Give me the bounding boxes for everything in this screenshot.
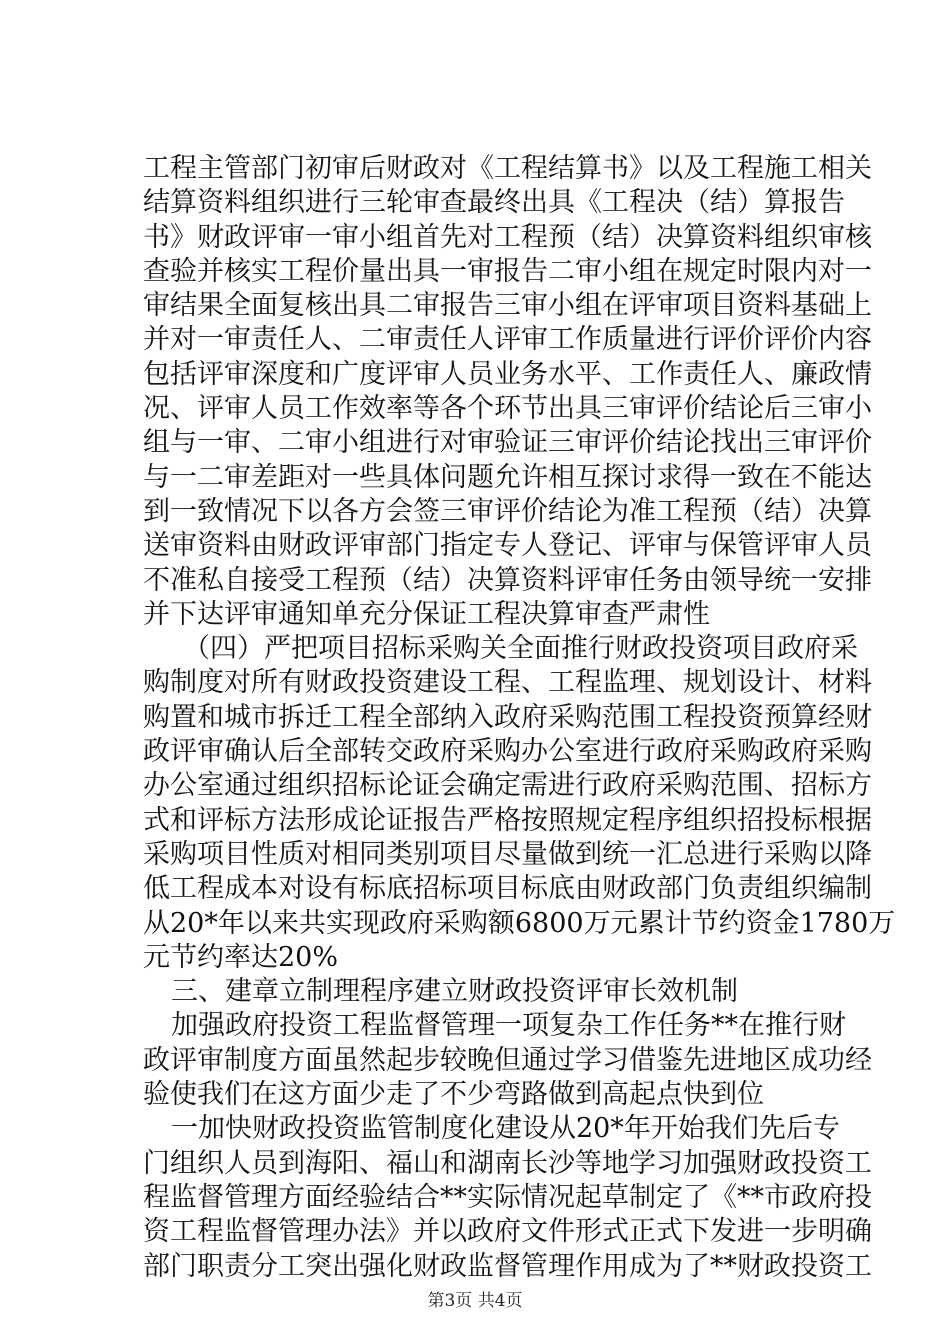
text-line: 元节约率达20% (143, 941, 339, 973)
text-line: 办公室通过组织招标论证会确定需进行政府采购范围、招标方 (143, 770, 872, 802)
text-line: 况、评审人员工作效率等各个环节出具三审评价结论后三审小 (143, 393, 872, 425)
text-line: 验使我们在这方面少走了不少弯路做到高起点快到位 (143, 1079, 764, 1111)
section-heading: 三、建章立制理程序建立财政投资评审长效机制 (171, 976, 738, 1008)
text-line: 加强政府投资工程监督管理一项复杂工作任务**在推行财 (171, 1010, 846, 1042)
text-line: 部门职责分工突出强化财政监督管理作用成为了**财政投资工 (143, 1250, 872, 1282)
text-line: 一加快财政投资监管制度化建设从20*年开始我们先后专 (171, 1113, 840, 1145)
text-line: 购置和城市拆迁工程全部纳入政府采购范围工程投资预算经财 (143, 701, 872, 733)
text-line: 组与一审、二审小组进行对审验证三审评价结论找出三审评价 (143, 427, 872, 459)
text-line: 结算资料组织进行三轮审查最终出具《工程决（结）算报告 (143, 187, 845, 219)
text-line: （四）严把项目招标采购关全面推行财政投资项目政府采 (183, 633, 858, 665)
text-line: 审结果全面复核出具二审报告三审小组在评审项目资料基础上 (143, 290, 872, 322)
page-number-footer: 第3页 共4页 (427, 1291, 523, 1311)
text-line: 书》财政评审一审小组首先对工程预（结）决算资料组织审核 (143, 221, 872, 253)
text-line: 政评审确认后全部转交政府采购办公室进行政府采购政府采购 (143, 736, 872, 768)
text-line: 政评审制度方面虽然起步较晚但通过学习借鉴先进地区成功经 (143, 1044, 872, 1076)
document-body (143, 152, 896, 1284)
text-line: 并对一审责任人、二审责任人评审工作质量进行评价评价内容 (143, 324, 872, 356)
text-line: 式和评标方法形成论证报告严格按照规定程序组织招投标根据 (143, 804, 872, 836)
text-line: 送审资料由财政评审部门指定专人登记、评审与保管评审人员 (143, 530, 872, 562)
text-line: 门组织人员到海阳、福山和湖南长沙等地学习加强财政投资工 (143, 1147, 872, 1179)
text-line: 工程主管部门初审后财政对《工程结算书》以及工程施工相关 (143, 153, 872, 184)
text-line: 低工程成本对设有标底招标项目标底由财政部门负责组织编制 (143, 873, 872, 905)
text-line: 到一致情况下以各方会签三审评价结论为准工程预（结）决算 (143, 495, 872, 527)
text-line: 资工程监督管理办法》并以政府文件形式正式下发进一步明确 (143, 1216, 872, 1248)
text-line: 采购项目性质对相同类别项目尽量做到统一汇总进行采购以降 (143, 838, 872, 870)
text-line: 查验并核实工程价量出具一审报告二审小组在规定时限内对一 (143, 255, 872, 287)
text-line: 不准私自接受工程预（结）决算资料评审任务由领导统一安排 (143, 564, 872, 596)
text-line: 与一二审差距对一些具体问题允许相互探讨求得一致在不能达 (143, 461, 872, 493)
text-line: 购制度对所有财政投资建设工程、工程监理、规划设计、材料 (143, 667, 872, 699)
text-line: 程监督管理方面经验结合**实际情况起草制定了《**市政府投 (143, 1181, 872, 1213)
text-line: 并下达评审通知单充分保证工程决算审查严肃性 (143, 598, 710, 630)
text-line: 从20*年以来共实现政府采购额6800万元累计节约资金1780万 (143, 907, 896, 939)
text-line: 包括评审深度和广度评审人员业务水平、工作责任人、廉政情 (143, 358, 872, 390)
